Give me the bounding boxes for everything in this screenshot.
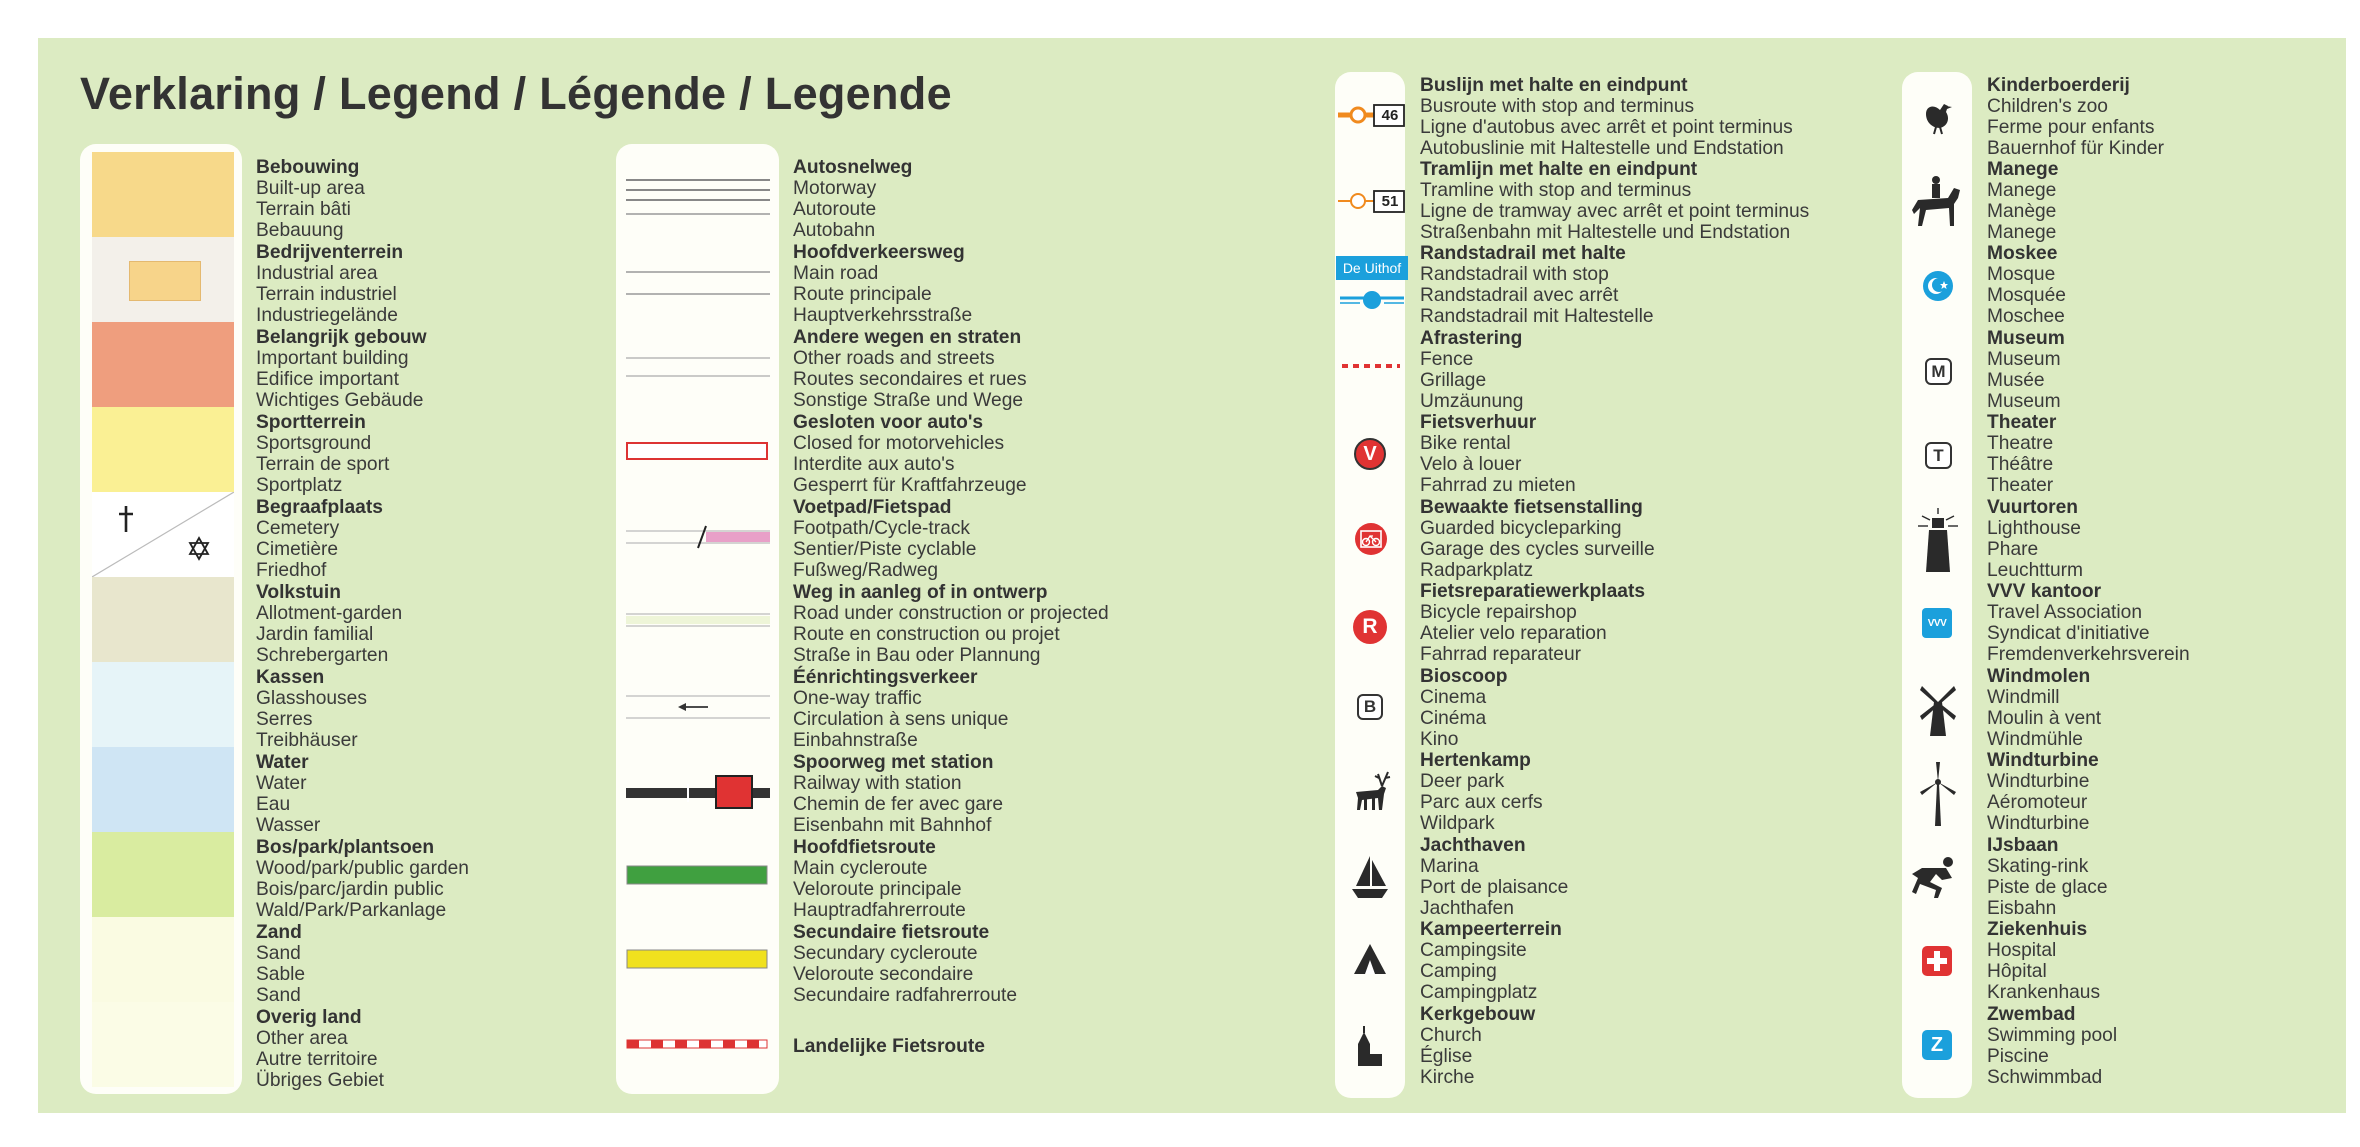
industrial-area-swatch	[92, 237, 234, 322]
lighthouse-icon	[1914, 506, 1962, 574]
main-cycleroute-icon	[626, 864, 770, 888]
skater-icon	[1908, 854, 1966, 902]
legend-entry: Museum Museum Musée Museum	[1987, 328, 2065, 412]
legend-entry: Kerkgebouw Church Église Kirche	[1420, 1004, 1536, 1088]
legend-entry: Bos/park/plantsoen Wood/park/public garden Bois/parc/jardin public Wald/Park/Parkanlage	[256, 837, 469, 921]
legend-entry: Kassen Glasshouses Serres Treibhäuser	[256, 667, 367, 751]
legend-entry: Zwembad Swimming pool Piscine Schwimmbad	[1987, 1004, 2118, 1088]
cemetery-swatch	[92, 492, 234, 577]
legend-entry: Bioscoop Cinema Cinéma Kino	[1420, 666, 1508, 750]
bus-stop-icon	[1338, 100, 1408, 130]
legend-entry: Voetpad/Fietspad Footpath/Cycle-track Sentier/Piste cyclable Fußweg/Radweg	[793, 497, 977, 581]
legend-entry: Windturbine Windturbine Aéromoteur Windturbine	[1987, 750, 2099, 834]
main-road-line-icon	[626, 262, 770, 302]
industrial-area-inner-block	[129, 261, 201, 301]
sand-swatch	[92, 917, 234, 1003]
water-swatch	[92, 747, 234, 832]
legend-entry: Ziekenhuis Hospital Hôpital Krankenhaus	[1987, 919, 2101, 1003]
bus-line-number: 46	[1381, 107, 1399, 124]
park-swatch	[92, 832, 234, 917]
legend-entry: Weg in aanleg of in ontwerp Road under construction or projected Route en construction ou projet Straße in Bau oder Plannung	[793, 582, 1109, 666]
legend-entry: Hertenkamp Deer park Parc aux cerfs Wildpark	[1420, 750, 1543, 834]
legend-entry: Jachthaven Marina Port de plaisance Jachthafen	[1420, 835, 1569, 919]
legend-entry: Hoofdfietsroute Main cycleroute Veloroute principale Hauptradfahrerroute	[793, 837, 966, 921]
tent-icon	[1350, 940, 1390, 978]
cinema-icon: B	[1357, 694, 1383, 720]
legend-entry: Sportterrein Sportsground Terrain de sport Sportplatz	[256, 412, 390, 496]
legend-entry: Zand Sand Sable Sand	[256, 922, 306, 1006]
sailboat-icon	[1348, 852, 1392, 902]
legend-entry: Éénrichtingsverkeer One-way traffic Circulation à sens unique Einbahnstraße	[793, 667, 1009, 751]
deer-icon	[1348, 768, 1392, 814]
legend-entry: Hoofdverkeersweg Main road Route principale Hauptverkehrsstraße	[793, 242, 973, 326]
swimming-pool-icon: Z	[1922, 1030, 1952, 1060]
cemetery-symbols	[92, 492, 234, 577]
legend-entry: Overig land Other area Autre territoire Übriges Gebiet	[256, 1007, 384, 1091]
important-building-swatch	[92, 322, 234, 407]
legend-entry: Secundaire fietsroute Secundary cycleroute Veloroute secondaire Secundaire radfahrerroute	[793, 922, 1017, 1006]
fence-icon	[1340, 360, 1402, 372]
mosque-icon	[1922, 270, 1954, 302]
other-roads-line-icon	[626, 348, 770, 388]
legend-entry: Theater Theatre Théâtre Theater	[1987, 412, 2057, 496]
legend-entry: Tramlijn met halte en eindpunt Tramline with stop and terminus Ligne de tramway avec arrêt et point terminus Straßenbahn mit Haltestelle und Endstation	[1420, 159, 1810, 243]
tram-line-number: 51	[1381, 193, 1399, 210]
windmill-icon	[1914, 680, 1962, 738]
legend-entry: Vuurtoren Lighthouse Phare Leuchtturm	[1987, 497, 2083, 581]
bicycle-repair-icon: R	[1353, 610, 1387, 644]
vvv-label: VVV	[1927, 617, 1947, 629]
legend-entry: Windmolen Windmill Moulin à vent Windmühle	[1987, 666, 2102, 750]
star-of-david-icon	[190, 538, 208, 559]
built-up-area-swatch	[92, 152, 234, 237]
vvv-office-icon	[1922, 608, 1952, 638]
legend-title: Verklaring / Legend / Légende / Legende	[80, 68, 952, 119]
horse-rider-icon	[1908, 174, 1968, 230]
legend-entry: Autosnelweg Motorway Autoroute Autobahn	[793, 157, 913, 241]
legend-entry: Volkstuin Allotment-garden Jardin familial Schrebergarten	[256, 582, 403, 666]
legend-entry: Gesloten voor auto's Closed for motorvehicles Interdite aux auto's Gesperrt für Kraftfahrzeuge	[793, 412, 1027, 496]
railway-station-icon	[626, 772, 770, 812]
legend-entry: IJsbaan Skating-rink Piste de glace Eisbahn	[1987, 835, 2108, 919]
randstadrail-stop-label: De Uithof	[1336, 256, 1408, 280]
legend-entry: Belangrijk gebouw Important building Edifice important Wichtiges Gebäude	[256, 327, 427, 411]
footpath-cycletrack-icon	[626, 522, 770, 552]
legend-entry: Kinderboerderij Children's zoo Ferme pour enfants Bauernhof für Kinder	[1987, 75, 2165, 159]
guarded-bicycle-parking-icon	[1354, 522, 1388, 556]
legend-entry: Bedrijventerrein Industrial area Terrain industriel Industriegelände	[256, 242, 404, 326]
legend-entry: Landelijke Fietsroute	[793, 1036, 985, 1057]
theatre-icon: T	[1925, 442, 1952, 469]
legend-entry: Moskee Mosque Mosquée Moschee	[1987, 243, 2066, 327]
legend-entry: VVV kantoor Travel Association Syndicat d'initiative Fremdenverkehrsverein	[1987, 581, 2190, 665]
legend-entry: Buslijn met halte en eindpunt Busroute with stop and terminus Ligne d'autobus avec arrêt et point terminus Autobuslinie mit Haltestelle und Endstation	[1420, 75, 1793, 159]
allotment-swatch	[92, 577, 234, 662]
tram-stop-icon	[1338, 186, 1408, 216]
legend-entry: Randstadrail met halte Randstadrail with stop Randstadrail avec arrêt Randstadrail mit Haltestelle	[1420, 243, 1654, 327]
legend-entry: Begraafplaats Cemetery Cimetière Friedhof	[256, 497, 383, 581]
museum-icon: M	[1925, 358, 1952, 385]
cross-icon	[119, 506, 133, 532]
legend-entry: Fietsreparatiewerkplaats Bicycle repairshop Atelier velo reparation Fahrrad reparateur	[1420, 581, 1646, 665]
motorway-line-icon	[626, 170, 770, 220]
legend-entry: Bewaakte fietsenstalling Guarded bicycleparking Garage des cycles surveille Radparkplatz	[1420, 497, 1655, 581]
randstadrail-stop-icon	[1336, 256, 1408, 316]
legend-entry: Afrastering Fence Grillage Umzäunung	[1420, 328, 1524, 412]
glasshouses-swatch	[92, 662, 234, 747]
secondary-cycleroute-icon	[626, 948, 770, 972]
legend-entry: Bebouwing Built-up area Terrain bâti Bebauung	[256, 157, 365, 241]
legend-entry: Spoorweg met station Railway with station Chemin de fer avec gare Eisenbahn mit Bahnhof	[793, 752, 1004, 836]
legend-entry: Andere wegen en straten Other roads and streets Routes secondaires et rues Sonstige Straße und Wege	[793, 327, 1027, 411]
other-land-swatch	[92, 1002, 234, 1087]
legend-entry: Fietsverhuur Bike rental Velo à louer Fahrrad zu mieten	[1420, 412, 1576, 496]
church-icon	[1352, 1024, 1388, 1070]
national-cycleroute-icon	[626, 1038, 770, 1052]
legend-entry: Water Water Eau Wasser	[256, 752, 321, 836]
legend-entry: Kampeerterrein Campingsite Camping Campingplatz	[1420, 919, 1562, 1003]
closed-road-icon	[626, 440, 770, 464]
chicken-icon	[1918, 96, 1958, 136]
legend-entry: Manege Manege Manège Manege	[1987, 159, 2059, 243]
hospital-icon	[1922, 946, 1952, 976]
sportsground-swatch	[92, 407, 234, 492]
one-way-arrow-icon	[626, 690, 770, 724]
bike-rental-icon: V	[1354, 438, 1386, 470]
road-under-construction-icon	[626, 606, 770, 636]
windturbine-icon	[1916, 760, 1960, 828]
